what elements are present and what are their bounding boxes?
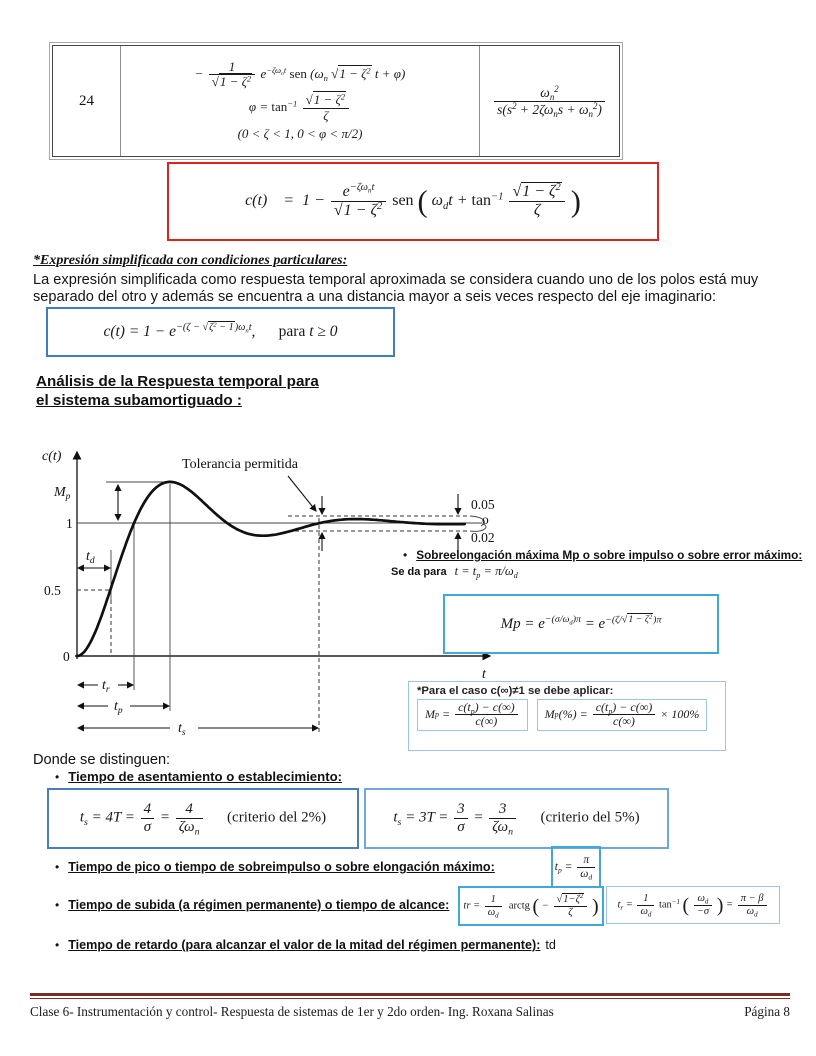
- overshoot-bullet: [403, 548, 803, 562]
- y-axis-label: c(t): [42, 449, 62, 464]
- distinguish-intro: Donde se distinguen:: [33, 752, 171, 768]
- analysis-heading-line1: Análisis de la Respuesta temporal para: [36, 373, 319, 390]
- tick-label-half: 0.5: [44, 583, 61, 598]
- peak-time-label: Tiempo de pico o tiempo de sobreimpulso o sobre elongación máximo:: [68, 860, 495, 874]
- time-domain-formula-line1: − $\frac{1}{√1 - \zeta^2}$ $e^{-\zeta\omega_nt}$ sen ($\omega_n$ $√1 - \zeta^2$ t + φ): [194, 58, 406, 90]
- figure-guide-lines: [77, 482, 319, 733]
- analysis-heading-line2: el sistema subamortiguado :: [36, 392, 242, 409]
- analysis-heading: [36, 372, 319, 410]
- mp-percent-formula: M p (%) = $c(t_p) - c(\infty)$ c(∞) × 100%: [537, 699, 708, 731]
- tick-label-zero: 0: [63, 649, 70, 664]
- settling-time-box-5pct: [364, 788, 669, 849]
- mp-general-case-box: [408, 681, 726, 751]
- tr-label: tr: [102, 678, 110, 695]
- mp-label: Mp: [54, 485, 71, 502]
- tolerance-pointer: [288, 476, 316, 511]
- footer: [30, 1004, 790, 1020]
- mp-general-case-formulas: [417, 699, 717, 731]
- settling-time-formula-5pct: $t_s = 3T$ = $\frac{3}{\sigma}$ = 3 $\zeta\omega_n$ (criterio del 5%): [393, 801, 640, 838]
- settling-time-bullet: [55, 769, 342, 784]
- peak-time-formula: $t_p$ = $\frac{\pi}{\omega_d}$: [555, 854, 597, 881]
- settling-time-formula-2pct: $t_s = 4T$ = $\frac{4}{\sigma}$ = 4 $\zeta\omega_n$ (criterio del 2%): [79, 801, 327, 838]
- simplified-expression-paragraph: La expresión simplificada como respuesta temporal aproximada se considera cuando uno de los polos está muy separado del otro y además se encuentra a una distancia mayor a seis veces respecto del eje imaginario:: [33, 272, 759, 306]
- se-da-para-label: Se da para: [391, 566, 447, 578]
- step-response-formula: c(t) = 1 − $e^{-\zeta\omega_nt}$ $√1 - \zeta^2$ sen ( $\omega_dt + \tan^{-1}$ $\frac{√1 - \zeta^2}{\zeta}$ ): [245, 182, 581, 219]
- tp-label: tp: [114, 699, 123, 716]
- overshoot-section: [391, 548, 803, 580]
- band-or-label: o: [482, 512, 489, 527]
- bullet-icon: •: [55, 898, 60, 912]
- delay-time-symbol: td: [545, 938, 556, 952]
- ts-label: ts: [178, 721, 186, 738]
- peak-time-bullet: [55, 860, 495, 874]
- table-row-number: 24: [53, 46, 121, 156]
- time-domain-formula-line3: (0 < ζ < 1, 0 < φ < π/2): [237, 126, 363, 142]
- footer-course-info: Clase 6- Instrumentación y control- Respuesta de sistemas de 1er y 2do orden- Ing. Roxana Salinas: [30, 1004, 554, 1019]
- overshoot-condition-line: [391, 564, 803, 579]
- rise-time-formula-tan: $t_r$ = $\frac{1}{\omega_d}$ $\tan^{-1}$ ( $\frac{\omega_d}{-\sigma}$ ) = $\frac{\pi - \beta}{\omega_d}$: [617, 893, 768, 918]
- rise-time-bullet: [55, 898, 449, 912]
- overshoot-bullet-label: Sobreelongación máxima Mp o sobre impulso o sobre error máximo:: [416, 548, 803, 562]
- mp-formula-box: [443, 594, 719, 654]
- peak-time-box: [551, 846, 601, 888]
- footer-rule: [30, 993, 790, 999]
- delay-time-bullet: [55, 938, 556, 952]
- overshoot-condition-formula: $t = t_p = \pi/\omega_d$: [454, 564, 518, 580]
- mp-general-case-title: *Para el caso c(∞)≠1 se debe aplicar:: [417, 685, 614, 697]
- settling-time-box-2pct: [47, 788, 359, 849]
- tolerance-label: Tolerancia permitida: [182, 457, 299, 472]
- time-domain-cell: [121, 46, 480, 156]
- delay-time-label: Tiempo de retardo (para alcanzar el valor de la mitad del régimen permanente):: [68, 938, 541, 952]
- mp-ratio-formula: M p = $c(t_p) - c(\infty)$ c(∞): [417, 699, 528, 731]
- page-number: Página 8: [744, 1004, 790, 1019]
- rise-time-formula-arctg: tr = $\frac{1}{\omega_d}$ arctg ( − $\frac{√1-\zeta^2}{\zeta}$ ): [463, 892, 599, 919]
- bullet-icon: •: [55, 860, 60, 874]
- x-axis-label: t: [482, 667, 486, 682]
- step-response-formula-box: [167, 162, 659, 241]
- td-label: td: [86, 549, 95, 566]
- transfer-function-formula: $\omega_n^2$ $s(s^2 + 2\zeta\omega_ns + \omega_n^2)$: [480, 46, 619, 156]
- band-value-top: 0.05: [471, 497, 495, 512]
- time-domain-formula-line2: $\varphi = \tan^{-1}$ $\frac{√1 - \zeta^2}{\zeta}$: [249, 93, 351, 123]
- bullet-icon: •: [55, 770, 60, 784]
- simplified-formula-box: [46, 307, 395, 357]
- rise-time-box-arctg: [458, 886, 604, 926]
- mp-formula: $Mp = e^{-(\sigma/\omega_d)\pi} = e^{-(\zeta/√1 - \zeta^2)\pi}$: [500, 613, 662, 632]
- tick-label-one: 1: [66, 516, 73, 531]
- rise-time-box-tan: [606, 886, 780, 924]
- laplace-pair-table: [52, 45, 620, 157]
- simplified-formula: $c(t) = 1 - e^{-(\zeta - √\zeta^2 - 1)\omega_nt}$, para t ≥ 0: [103, 321, 338, 340]
- simplified-expression-heading: *Expresión simplificada con condiciones particulares:: [33, 253, 348, 268]
- bullet-icon: •: [55, 938, 60, 952]
- settling-time-label: Tiempo de asentamiento o establecimiento:: [68, 769, 343, 784]
- band-value-bottom: 0.02: [471, 530, 495, 545]
- bullet-icon: •: [403, 548, 408, 562]
- rise-time-label: Tiempo de subida (a régimen permanente) o tiempo de alcance:: [68, 898, 450, 912]
